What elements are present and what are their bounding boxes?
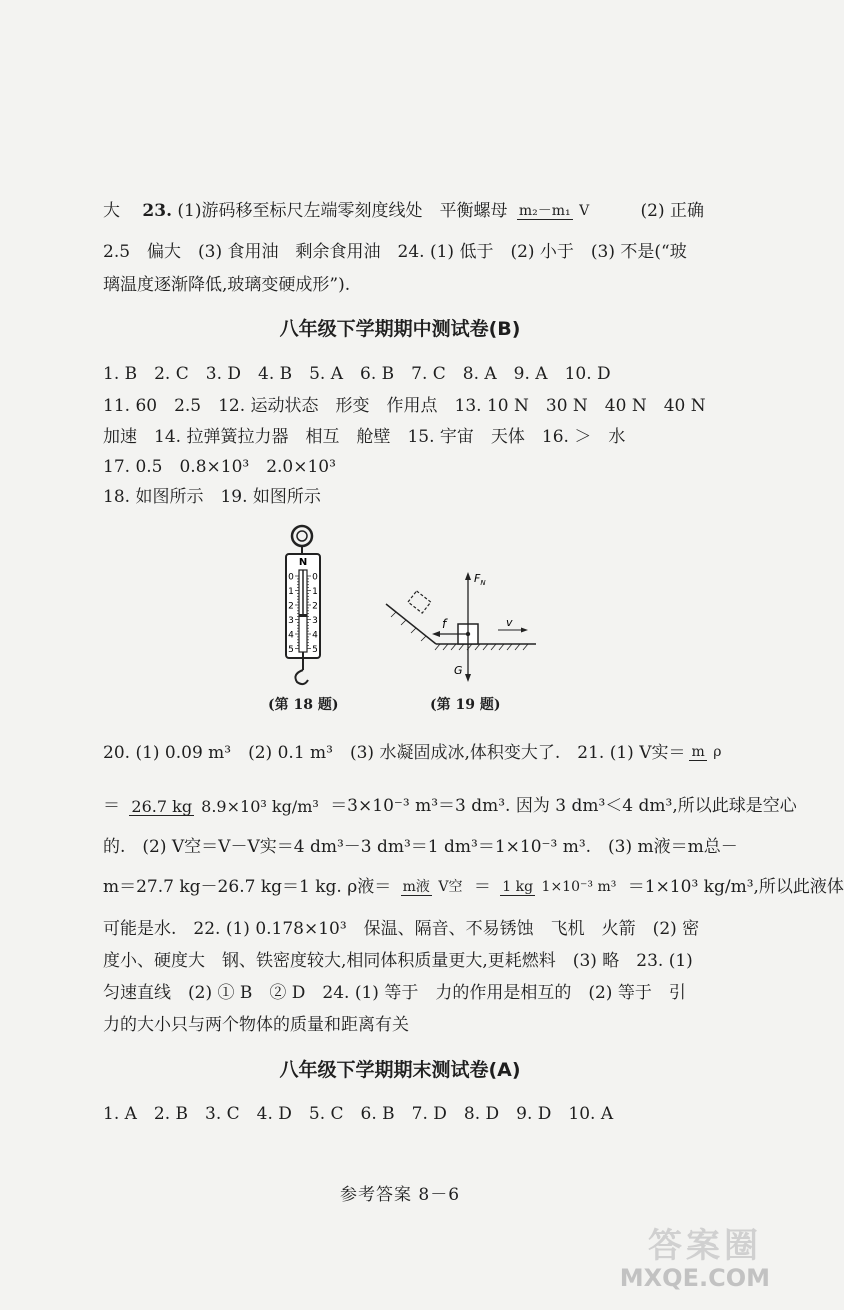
scale-label-left: 2 [288,601,294,612]
fraction-denominator: 8.9×10³ kg/m³ [201,796,319,816]
answer-line-24 [103,241,704,263]
section-title-midterm-b: 八年级下学期期中测试卷(B) [279,318,521,340]
velocity-label: v [506,616,513,629]
answers-22-text: 可能是水. 22. (1) 0.178×10³ 保温、隔音、不易锈蚀 飞机 火箭 (2) 密 [103,919,700,939]
newton-label: N [298,557,308,568]
answers-18-19 [103,486,704,508]
answer-line-23 [103,200,704,222]
fraction-numerator: 26.7 kg [131,796,193,816]
answers-20-21-text: 20. (1) 0.09 m³ (2) 0.1 m³ (3) 水凝固成冰,体积变大了. 21. (1) V实＝ [103,743,686,763]
answer-21-part2 [103,836,738,858]
answers-22-cont-text: 度小、硬度大 钢、铁密度较大,相同体积质量更大,更耗燃料 (3) 略 23. (1) [103,951,693,971]
fraction-numerator: 1 kg [502,878,534,895]
answer-21-calc-text: ＝3×10⁻³ m³＝3 dm³. 因为 3 dm³＜4 dm³,所以此球是空心 [330,796,797,816]
page-footer: 参考答案 8－6 [339,1185,461,1205]
answers-20-21 [103,742,722,764]
answer-21-part2-text: 的. (2) V空＝V－V实＝4 dm³－3 dm³＝1 dm³＝1×10⁻³ m³. (3) m液＝m总－ [103,837,738,857]
scale-label-left: 5 [288,645,294,655]
liquid-density-fraction [401,880,465,896]
fraction-numerator: m₂－m₁ [518,202,571,219]
answer-line-24-cont [103,274,704,296]
gravity-label: G [454,664,463,677]
scale-label-right: 2 [312,601,318,612]
watermark [560,1218,770,1298]
answer-23-part2: (2) 正确 [640,201,704,221]
figure-18-caption: (第 18 题) [268,697,339,713]
answers-17 [103,456,704,478]
scale-label-right: 1 [312,587,318,597]
fraction-denominator: 1×10⁻³ m³ [541,878,617,895]
answers-14-16-text: 加速 14. 拉弹簧拉力器 相互 舱壁 15. 宇宙 天体 16. ＞ 水 [103,427,626,447]
scale-label-left: 4 [288,630,294,641]
fraction-denominator: ρ [713,744,722,760]
incline-block-figure [386,558,546,688]
answers-11-13 [103,395,704,417]
answers-23-24 [103,982,704,1004]
answers-18-19-text: 18. 如图所示 19. 如图所示 [103,487,321,507]
scale-label-right: 0 [312,572,318,583]
fraction-numerator: m液 [402,878,430,895]
scale-label-left: 1 [288,587,294,597]
figure-19-caption: (第 19 题) [430,697,501,713]
answers-24-cont-text: 力的大小只与两个物体的质量和距离有关 [103,1015,409,1035]
question-number-23: 23. [142,201,172,221]
fraction-denominator: V [579,202,590,219]
scale-label-right: 4 [312,630,318,641]
volume-formula-fraction [689,745,723,761]
answer-21-part3 [103,876,844,898]
scale-label-left: 3 [288,616,294,626]
answer-21-calc [103,795,797,817]
section-title-final-a: 八年级下学期期末测试卷(A) [279,1059,521,1081]
fraction-denominator: V空 [438,878,463,895]
answers-22 [103,918,704,940]
liquid-density-value-fraction [500,880,618,896]
normal-force-label: $F_N$ [474,572,486,587]
answer-21-part3-b: ＝1×10³ kg/m³,所以此液体 [627,877,844,897]
fraction-numerator: m [691,744,705,760]
answers-14-16 [103,426,704,448]
scale-label-right: 3 [312,616,318,626]
final-answers-1-10 [103,1103,704,1125]
answer-21-part3-a: m＝27.7 kg－26.7 kg＝1 kg. ρ液＝ [103,877,392,897]
watermark-url: MXQE.COM [619,1264,770,1292]
answers-1-10 [103,363,704,385]
answers-23-24-text: 匀速直线 (2) ① B ② D 24. (1) 等于 力的作用是相互的 (2) 等于 引 [103,983,686,1003]
answer-23-part1: (1)游码移至标尺左端零刻度线处 平衡螺母 [177,201,508,221]
equals-sign: ＝ [473,877,491,897]
answers-22-cont [103,950,704,972]
text-da: 大 [103,201,137,221]
answer-line-24-cont-text: 璃温度逐渐降低,玻璃变硬成形”). [103,275,351,295]
spring-scale-figure [262,522,342,688]
volume-calc-fraction [129,798,320,816]
answers-1-10-text: 1. B 2. C 3. D 4. B 5. A 6. B 7. C 8. A 9. A 10. D [103,364,611,384]
scale-label-left: 0 [288,572,294,583]
answers-17-text: 17. 0.5 0.8×10³ 2.0×10³ [103,457,336,477]
watermark-logo-text: 答案圈 [648,1226,762,1266]
scale-label-right: 5 [312,645,318,655]
equals-sign: ＝ [103,796,120,816]
answer-line-24-text: 2.5 偏大 (3) 食用油 剩余食用油 24. (1) 低于 (2) 小于 (3) 不是(“玻 [103,242,687,262]
density-fraction [517,204,591,220]
answers-24-cont [103,1014,704,1036]
answers-11-13-text: 11. 60 2.5 12. 运动状态 形变 作用点 13. 10 N 30 N 40 N 40 N [103,396,706,416]
final-answers-1-10-text: 1. A 2. B 3. C 4. D 5. C 6. B 7. D 8. D 9. D 10. A [103,1104,614,1124]
friction-label: f [442,617,447,631]
